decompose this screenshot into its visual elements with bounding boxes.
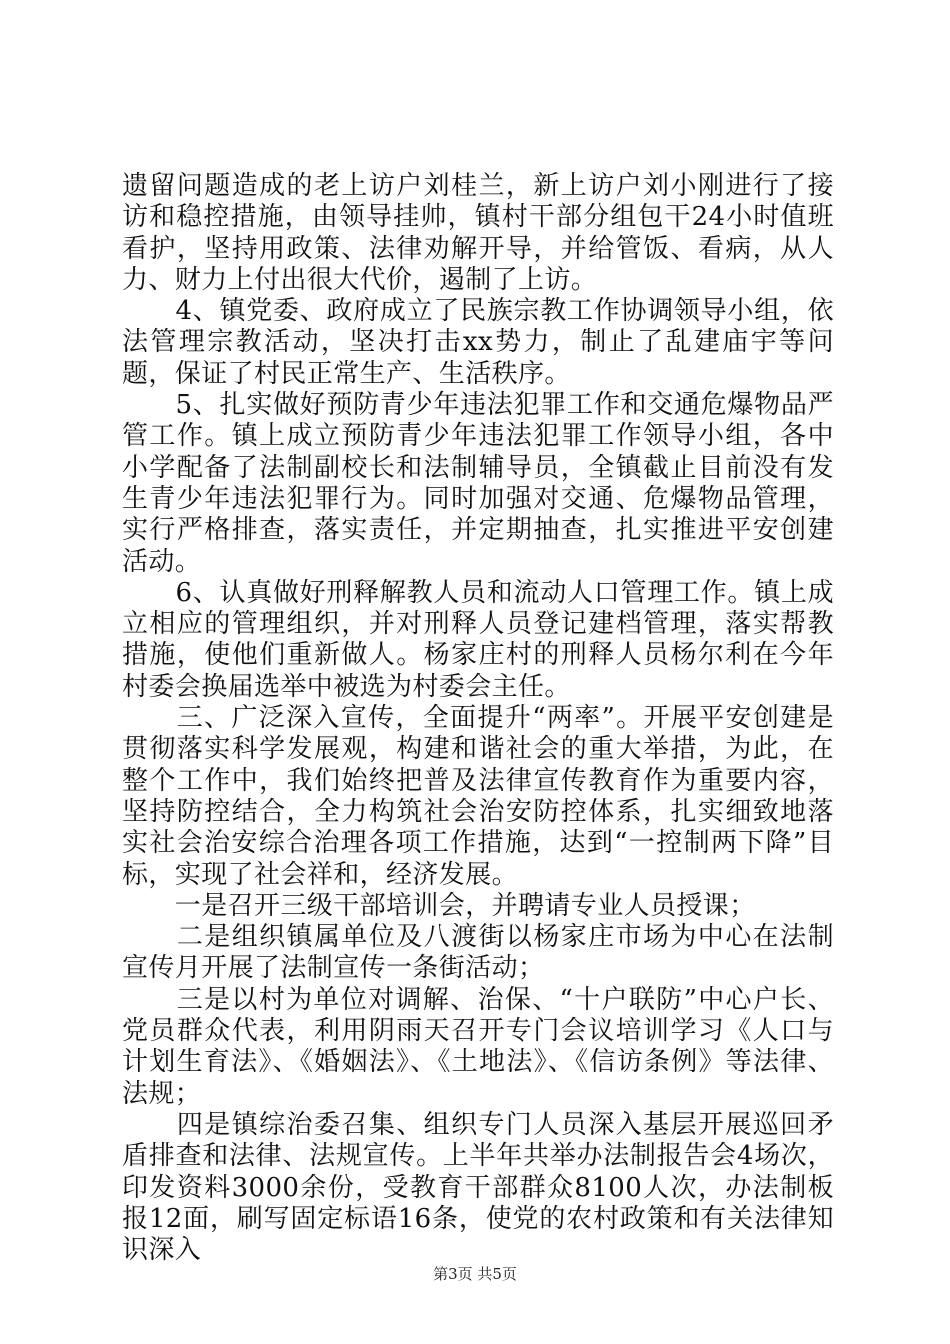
paragraph-8: 三是以村为单位对调解、治保、“十户联防”中心户长、党员群众代表，利用阴雨天召开专门会议培训学习《人口与计划生育法》、《婚姻法》、《土地法》、《信访条例》等法律、法规； (122, 984, 834, 1109)
paragraph-6: 一是召开三级干部培训会，并聘请专业人员授课； (122, 890, 756, 921)
paragraph-3: 5、扎实做好预防青少年违法犯罪工作和交通危爆物品严管工作。镇上成立预防青少年违法犯罪工作领导小组，各中小学配备了法制副校长和法制辅导员，全镇截止目前没有发生青少年违法犯罪行为。同时加强对交通、危爆物品管理，实行严格排查，落实责任，并定期抽查，扎实推进平安创建活动。 (122, 390, 834, 577)
paragraph-7: 二是组织镇属单位及八渡街以杨家庄市场为中心在法制宣传月开展了法制宣传一条街活动； (122, 922, 834, 984)
paragraph-4: 6、认真做好刑释解教人员和流动人口管理工作。镇上成立相应的管理组织，并对刑释人员登记建档管理，落实帮教措施，使他们重新做人。杨家庄村的刑释人员杨尔利在今年村委会换届选举中被选为村委会主任。 (122, 577, 834, 702)
paragraph-2: 4、镇党委、政府成立了民族宗教工作协调领导小组，依法管理宗教活动，坚决打击xx势力，制止了乱建庙宇等问题，保证了村民正常生产、生活秩序。 (122, 296, 834, 389)
paragraph-9: 四是镇综治委召集、组织专门人员深入基层开展巡回矛盾排查和法律、法规宣传。上半年共举办法制报告会4场次，印发资料3000余份，受教育干部群众8100人次，办法制板报12面，刷写固定标语16条，使党的农村政策和有关法律知识深入 (122, 1109, 834, 1266)
paragraph-1: 遗留问题造成的老上访户刘桂兰，新上访户刘小刚进行了接访和稳控措施，由领导挂帅，镇村干部分组包干24小时值班看护，坚持用政策、法律劝解开导，并给管饭、看病，从人力、财力上付出很大代价，遏制了上访。 (122, 171, 834, 295)
paragraph-5: 三、广泛深入宣传，全面提升“两率”。开展平安创建是贯彻落实科学发展观，构建和谐社会的重大举措，为此，在整个工作中，我们始终把普及法律宣传教育作为重要内容，坚持防控结合，全力构筑社会治安防控体系，扎实细致地落实社会治安综合治理各项工作措施，达到“一控制两下降”目标，实现了社会祥和，经济发展。 (122, 703, 834, 890)
document-body (122, 171, 834, 1266)
page-number-footer: 第3页 共5页 (433, 1265, 517, 1283)
